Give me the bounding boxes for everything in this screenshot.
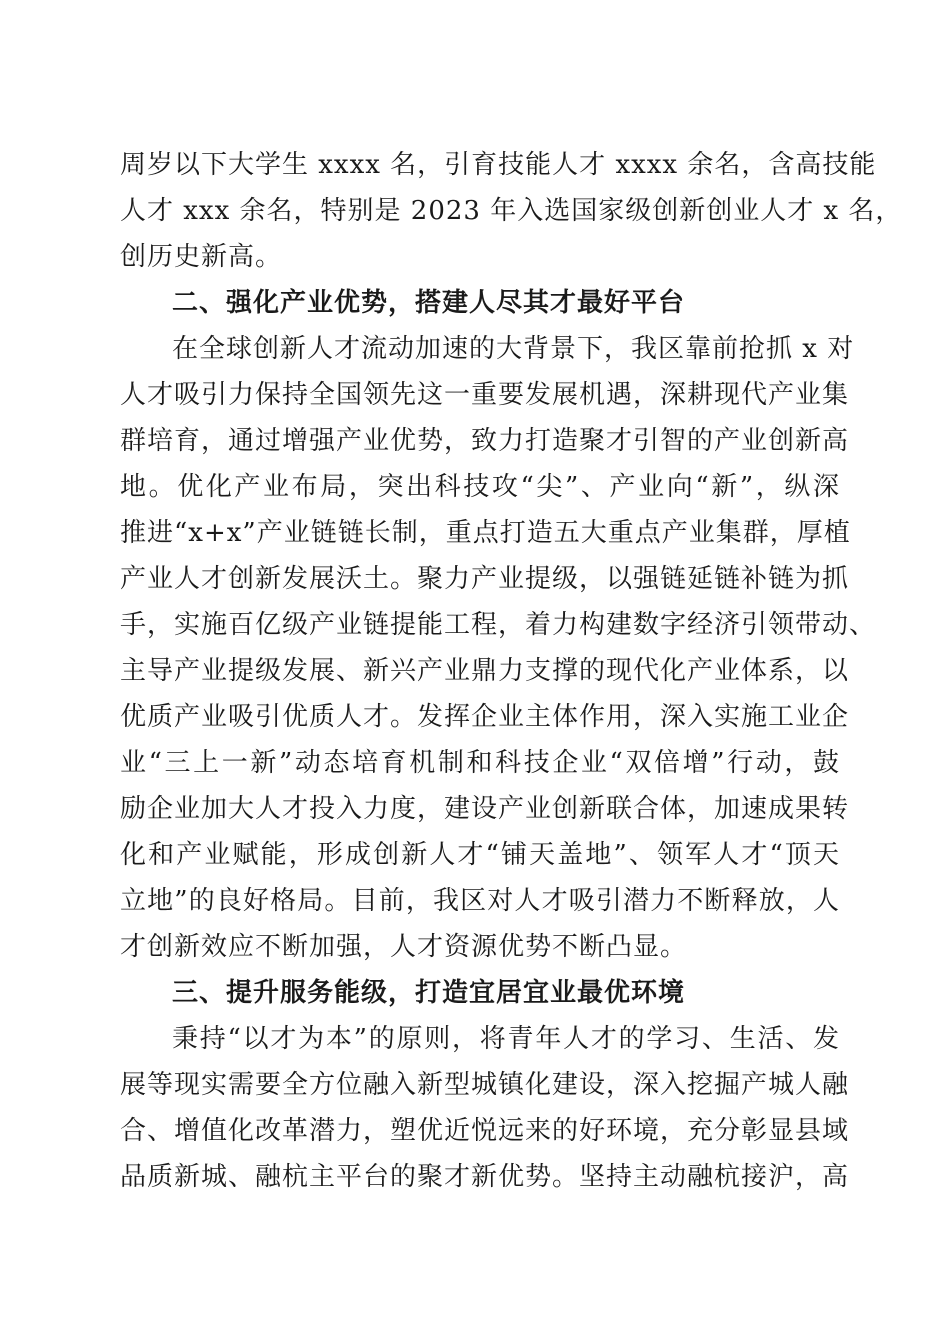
paragraph-line: 合、增值化改革潜力，塑优近悦远来的好环境，充分彰显县域 [120,1116,850,1146]
section-heading-three: 三、提升服务能级，打造宜居宜业最优环境 [172,978,686,1008]
paragraph-line: 周岁以下大学生 xxxx 名，引育技能人才 xxxx 余名，含高技能 [120,150,877,180]
paragraph-line: 人才 xxx 余名，特别是 2023 年入选国家级创新创业人才 x 名， [120,196,903,226]
paragraph-line: 手，实施百亿级产业链提能工程，着力构建数字经济引领带动、 [120,610,877,640]
paragraph-line: 秉持“以才为本”的原则，将青年人才的学习、生活、发 [172,1024,840,1054]
paragraph-line: 展等现实需要全方位融入新型城镇化建设，深入挖掘产城人融 [120,1070,850,1100]
paragraph-line: 才创新效应不断加强，人才资源优势不断凸显。 [120,932,688,962]
paragraph-line: 优质产业吸引优质人才。发挥企业主体作用，深入实施工业企 [120,702,850,732]
paragraph-line: 在全球创新人才流动加速的大背景下，我区靠前抢抓 x 对 [172,334,855,364]
paragraph-line: 励企业加大人才投入力度，建设产业创新联合体，加速成果转 [120,794,850,824]
paragraph-line: 人才吸引力保持全国领先这一重要发展机遇，深耕现代产业集 [120,380,850,410]
paragraph-line: 主导产业提级发展、新兴产业鼎力支撑的现代化产业体系，以 [120,656,850,686]
paragraph-line: 业“三上一新”动态培育机制和科技企业“双倍增”行动，鼓 [120,748,840,778]
paragraph-line: 群培育，通过增强产业优势，致力打造聚才引智的产业创新高 [120,426,850,456]
paragraph-line: 化和产业赋能，形成创新人才“铺天盖地”、领军人才“顶天 [120,840,840,870]
paragraph-line: 品质新城、融杭主平台的聚才新优势。坚持主动融杭接沪，高 [120,1162,850,1192]
paragraph-line: 产业人才创新发展沃土。聚力产业提级，以强链延链补链为抓 [120,564,850,594]
paragraph-line: 创历史新高。 [120,242,283,272]
paragraph-line: 地。优化产业布局，突出科技攻“尖”、产业向“新”，纵深 [120,472,840,502]
paragraph-line: 立地”的良好格局。目前，我区对人才吸引潜力不断释放，人 [120,886,840,916]
section-heading-two: 二、强化产业优势，搭建人尽其才最好平台 [172,288,686,318]
paragraph-line: 推进“x+x”产业链链长制，重点打造五大重点产业集群，厚植 [120,518,851,548]
